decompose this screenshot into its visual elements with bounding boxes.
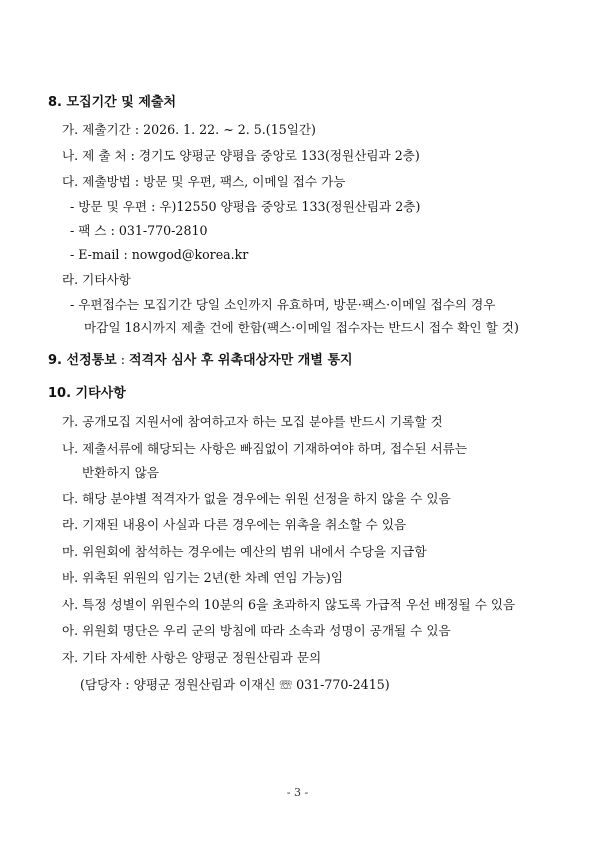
section-9-text: 적격자 심사 후 위촉대상자만 개별 통지	[129, 353, 353, 368]
other-item-ja: 자. 기타 자세한 사항은 양평군 정원산림과 문의	[62, 650, 322, 665]
section-10-heading: 10. 기타사항	[48, 386, 126, 401]
other-item-na-line2: 반환하지 않음	[82, 465, 159, 480]
mail-receipt-note-line2: 마감일 18시까지 제출 건에 한함(팩스·이메일 접수자는 반드시 접수 확인 할 것)	[84, 320, 519, 335]
email-address: - E-mail : nowgod@korea.kr	[70, 247, 249, 262]
section-9-heading: 9. 선정통보	[48, 353, 117, 368]
submission-period: 가. 제출기간 : 2026. 1. 22. ~ 2. 5.(15일간)	[62, 122, 316, 137]
other-item-ra: 라. 기재된 내용이 사실과 다른 경우에는 위촉을 취소할 수 있음	[62, 517, 407, 532]
section-9-line	[48, 352, 353, 369]
page-number: - 3 -	[286, 786, 309, 799]
other-item-sa: 사. 특정 성별이 위원수의 10분의 6을 초과하지 않도록 가급적 우선 배정될 수 있음	[62, 597, 516, 612]
visit-mail-address: - 방문 및 우편 : 우)12550 양평읍 중앙로 133(정원산림과 2층)	[70, 199, 421, 214]
other-item-ma: 마. 위원회에 참석하는 경우에는 예산의 범위 내에서 수당을 지급함	[62, 544, 427, 559]
other-item-a: 아. 위원회 명단은 우리 군의 방침에 따라 소속과 성명이 공개될 수 있음	[62, 623, 451, 638]
submission-place: 나. 제 출 처 : 경기도 양평군 양평읍 중앙로 133(정원산림과 2층)	[62, 148, 420, 163]
other-item-da: 다. 해당 분야별 적격자가 없을 경우에는 위원 선정을 하지 않을 수 있음	[62, 491, 451, 506]
section-9-separator: :	[116, 352, 129, 367]
other-matters-label: 라. 기타사항	[62, 272, 131, 287]
section-8-heading: 8. 모집기간 및 제출처	[48, 95, 177, 110]
contact-person: (담당자 : 양평군 정원산림과 이재신 ☏ 031-770-2415)	[80, 677, 390, 692]
other-item-ba: 바. 위촉된 위원의 임기는 2년(한 차례 연임 가능)임	[62, 570, 344, 585]
mail-receipt-note-line1: - 우편접수는 모집기간 당일 소인까지 유효하며, 방문·팩스·이메일 접수의 경우	[70, 297, 496, 312]
other-item-na-line1: 나. 제출서류에 해당되는 사항은 빠짐없이 기재하여야 하며, 접수된 서류는	[62, 441, 467, 456]
submission-method: 다. 제출방법 : 방문 및 우편, 팩스, 이메일 접수 가능	[62, 174, 346, 189]
fax-number: - 팩 스 : 031-770-2810	[70, 223, 208, 238]
other-item-ga: 가. 공개모집 지원서에 참여하고자 하는 모집 분야를 반드시 기록할 것	[62, 414, 443, 429]
